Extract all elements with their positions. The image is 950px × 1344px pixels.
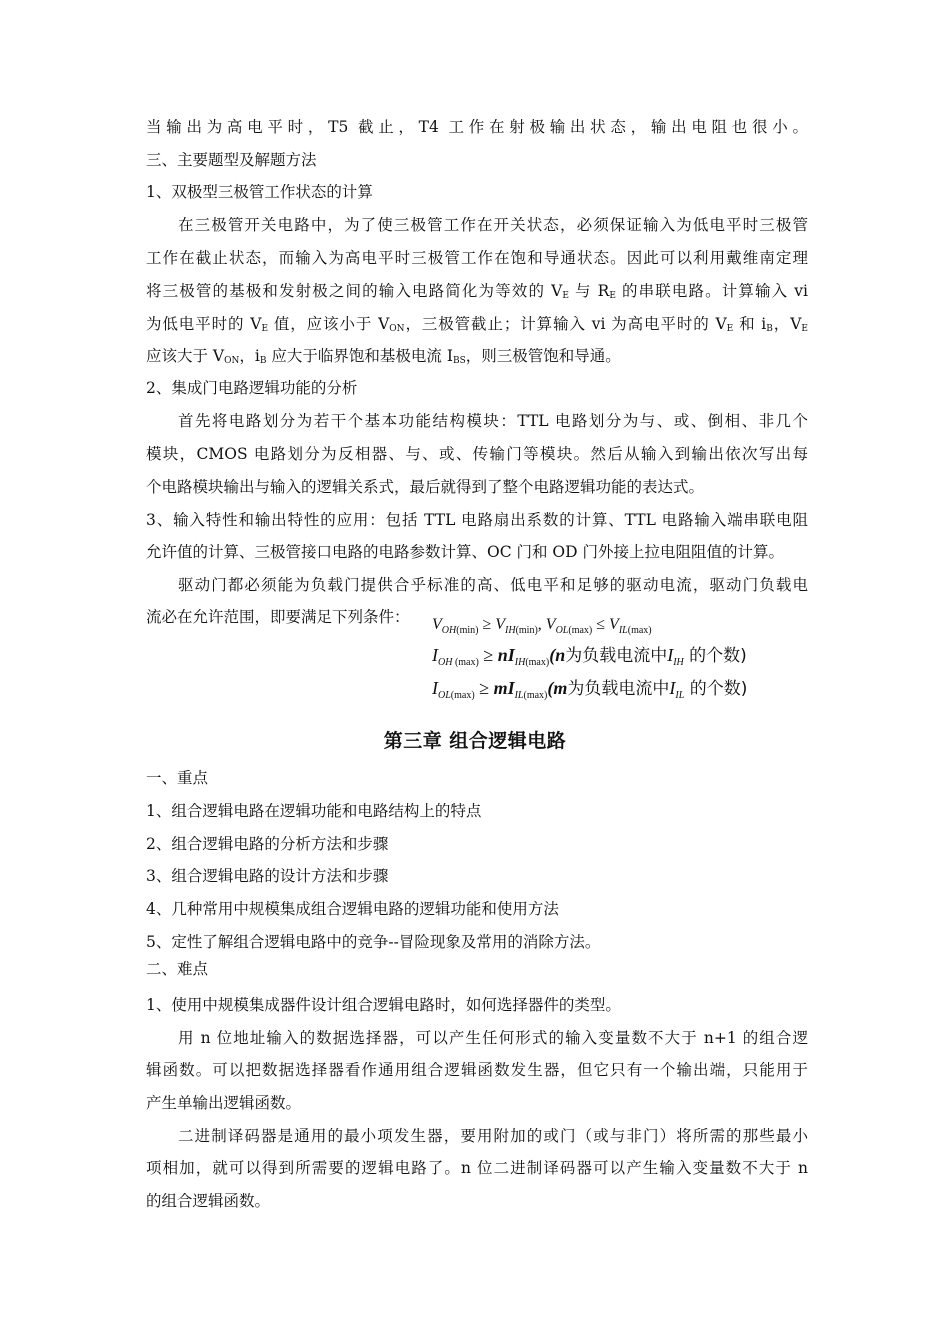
list-item: 2、组合逻辑电路的分析方法和步骤 xyxy=(146,835,389,853)
section-heading: 一、重点 xyxy=(146,769,209,787)
formula-low-current: $I_{OL(max)} \ge mI_{IL(max)}(m$为负载电流中$I_{IL}$ 的个数) xyxy=(432,678,748,701)
list-item: 1、组合逻辑电路在逻辑功能和电路结构上的特点 xyxy=(146,802,482,820)
paragraph-line: 当输出为高电平时，T5 截止，T4 工作在射极输出状态，输出电阻也很小。 xyxy=(146,118,808,136)
paragraph-line: 将三极管的基极和发射极之间的输入电路简化为等效的 $V_E$ 与 $R_E$ 的串联电路。计算输入 vi xyxy=(146,282,809,301)
item-heading: 1、双极型三极管工作状态的计算 xyxy=(146,183,373,201)
paragraph-line: 允许值的计算、三极管接口电路的电路参数计算、OC 门和 OD 门外接上拉电阻阻值的计算。 xyxy=(146,543,784,561)
paragraph-line: 用 n 位地址输入的数据选择器，可以产生任何形式的输入变量数不大于 n+1 的组合逻 xyxy=(178,1029,808,1047)
paragraph-line: 应该大于 $V_{ON}$，$i_B$ 应大于临界饱和基极电流 $I_{BS}$，则三极管饱和导通。 xyxy=(146,347,621,366)
formula-voltage-levels: $V_{OH(min)} \ge V_{IH(min)}$, $V_{OL(max)} \le V_{IL(max)}$ xyxy=(432,616,652,636)
list-item: 1、使用中规模集成器件设计组合逻辑电路时，如何选择器件的类型。 xyxy=(146,996,621,1014)
paragraph-line: 首先将电路划分为若干个基本功能结构模块：TTL 电路划分为与、或、倒相、非几个 xyxy=(178,412,808,430)
paragraph-line: 在三极管开关电路中，为了使三极管工作在开关状态，必须保证输入为低电平时三极管 xyxy=(178,216,808,234)
list-item: 3、组合逻辑电路的设计方法和步骤 xyxy=(146,867,389,885)
section-heading: 二、难点 xyxy=(146,960,209,978)
section-heading: 三、主要题型及解题方法 xyxy=(146,151,317,169)
paragraph-line: 项相加，就可以得到所需要的逻辑电路了。n 位二进制译码器可以产生输入变量数不大于 n xyxy=(146,1159,808,1177)
paragraph-line: 模块，CMOS 电路划分为反相器、与、或、传输门等模块。然后从输入到输出依次写出每 xyxy=(146,445,808,463)
paragraph-line: 驱动门都必须能为负载门提供合乎标准的高、低电平和足够的驱动电流，驱动门负载电 xyxy=(178,576,808,594)
paragraph-line: 为低电平时的 $V_E$ 值，应该小于 $V_{ON}$，三极管截止；计算输入 vi 为高电平时的 $V_E$ 和 $i_B$，$V_E$ xyxy=(146,315,808,334)
paragraph-line: 工作在截止状态，而输入为高电平时三极管工作在饱和导通状态。因此可以利用戴维南定理 xyxy=(146,249,808,267)
paragraph-line: 辑函数。可以把数据选择器看作通用组合逻辑函数发生器，但它只有一个输出端，只能用于 xyxy=(146,1061,808,1079)
formula-high-current: $I_{OH (max)} \ge nI_{IH(max)}(n$为负载电流中$I_{IH}$ 的个数) xyxy=(432,645,747,668)
paragraph-line: 产生单输出逻辑函数。 xyxy=(146,1094,302,1112)
paragraph-line: 个电路模块输出与输入的逻辑关系式，最后就得到了整个电路逻辑功能的表达式。 xyxy=(146,478,705,496)
list-item: 4、几种常用中规模集成组合逻辑电路的逻辑功能和使用方法 xyxy=(146,900,559,918)
paragraph-line: 的组合逻辑函数。 xyxy=(146,1192,271,1210)
chapter-title: 第三章 组合逻辑电路 xyxy=(383,730,567,752)
item-heading: 2、集成门电路逻辑功能的分析 xyxy=(146,379,358,397)
paragraph-line: 二进制译码器是通用的最小项发生器，要用附加的或门（或与非门）将所需的那些最小 xyxy=(178,1127,808,1145)
paragraph-line: 3、输入特性和输出特性的应用：包括 TTL 电路扇出系数的计算、TTL 电路输入端串联电阻 xyxy=(146,511,808,529)
paragraph-line: 流必在允许范围，即要满足下列条件： xyxy=(146,608,410,626)
list-item: 5、定性了解组合逻辑电路中的竞争--冒险现象及常用的消除方法。 xyxy=(146,933,601,951)
